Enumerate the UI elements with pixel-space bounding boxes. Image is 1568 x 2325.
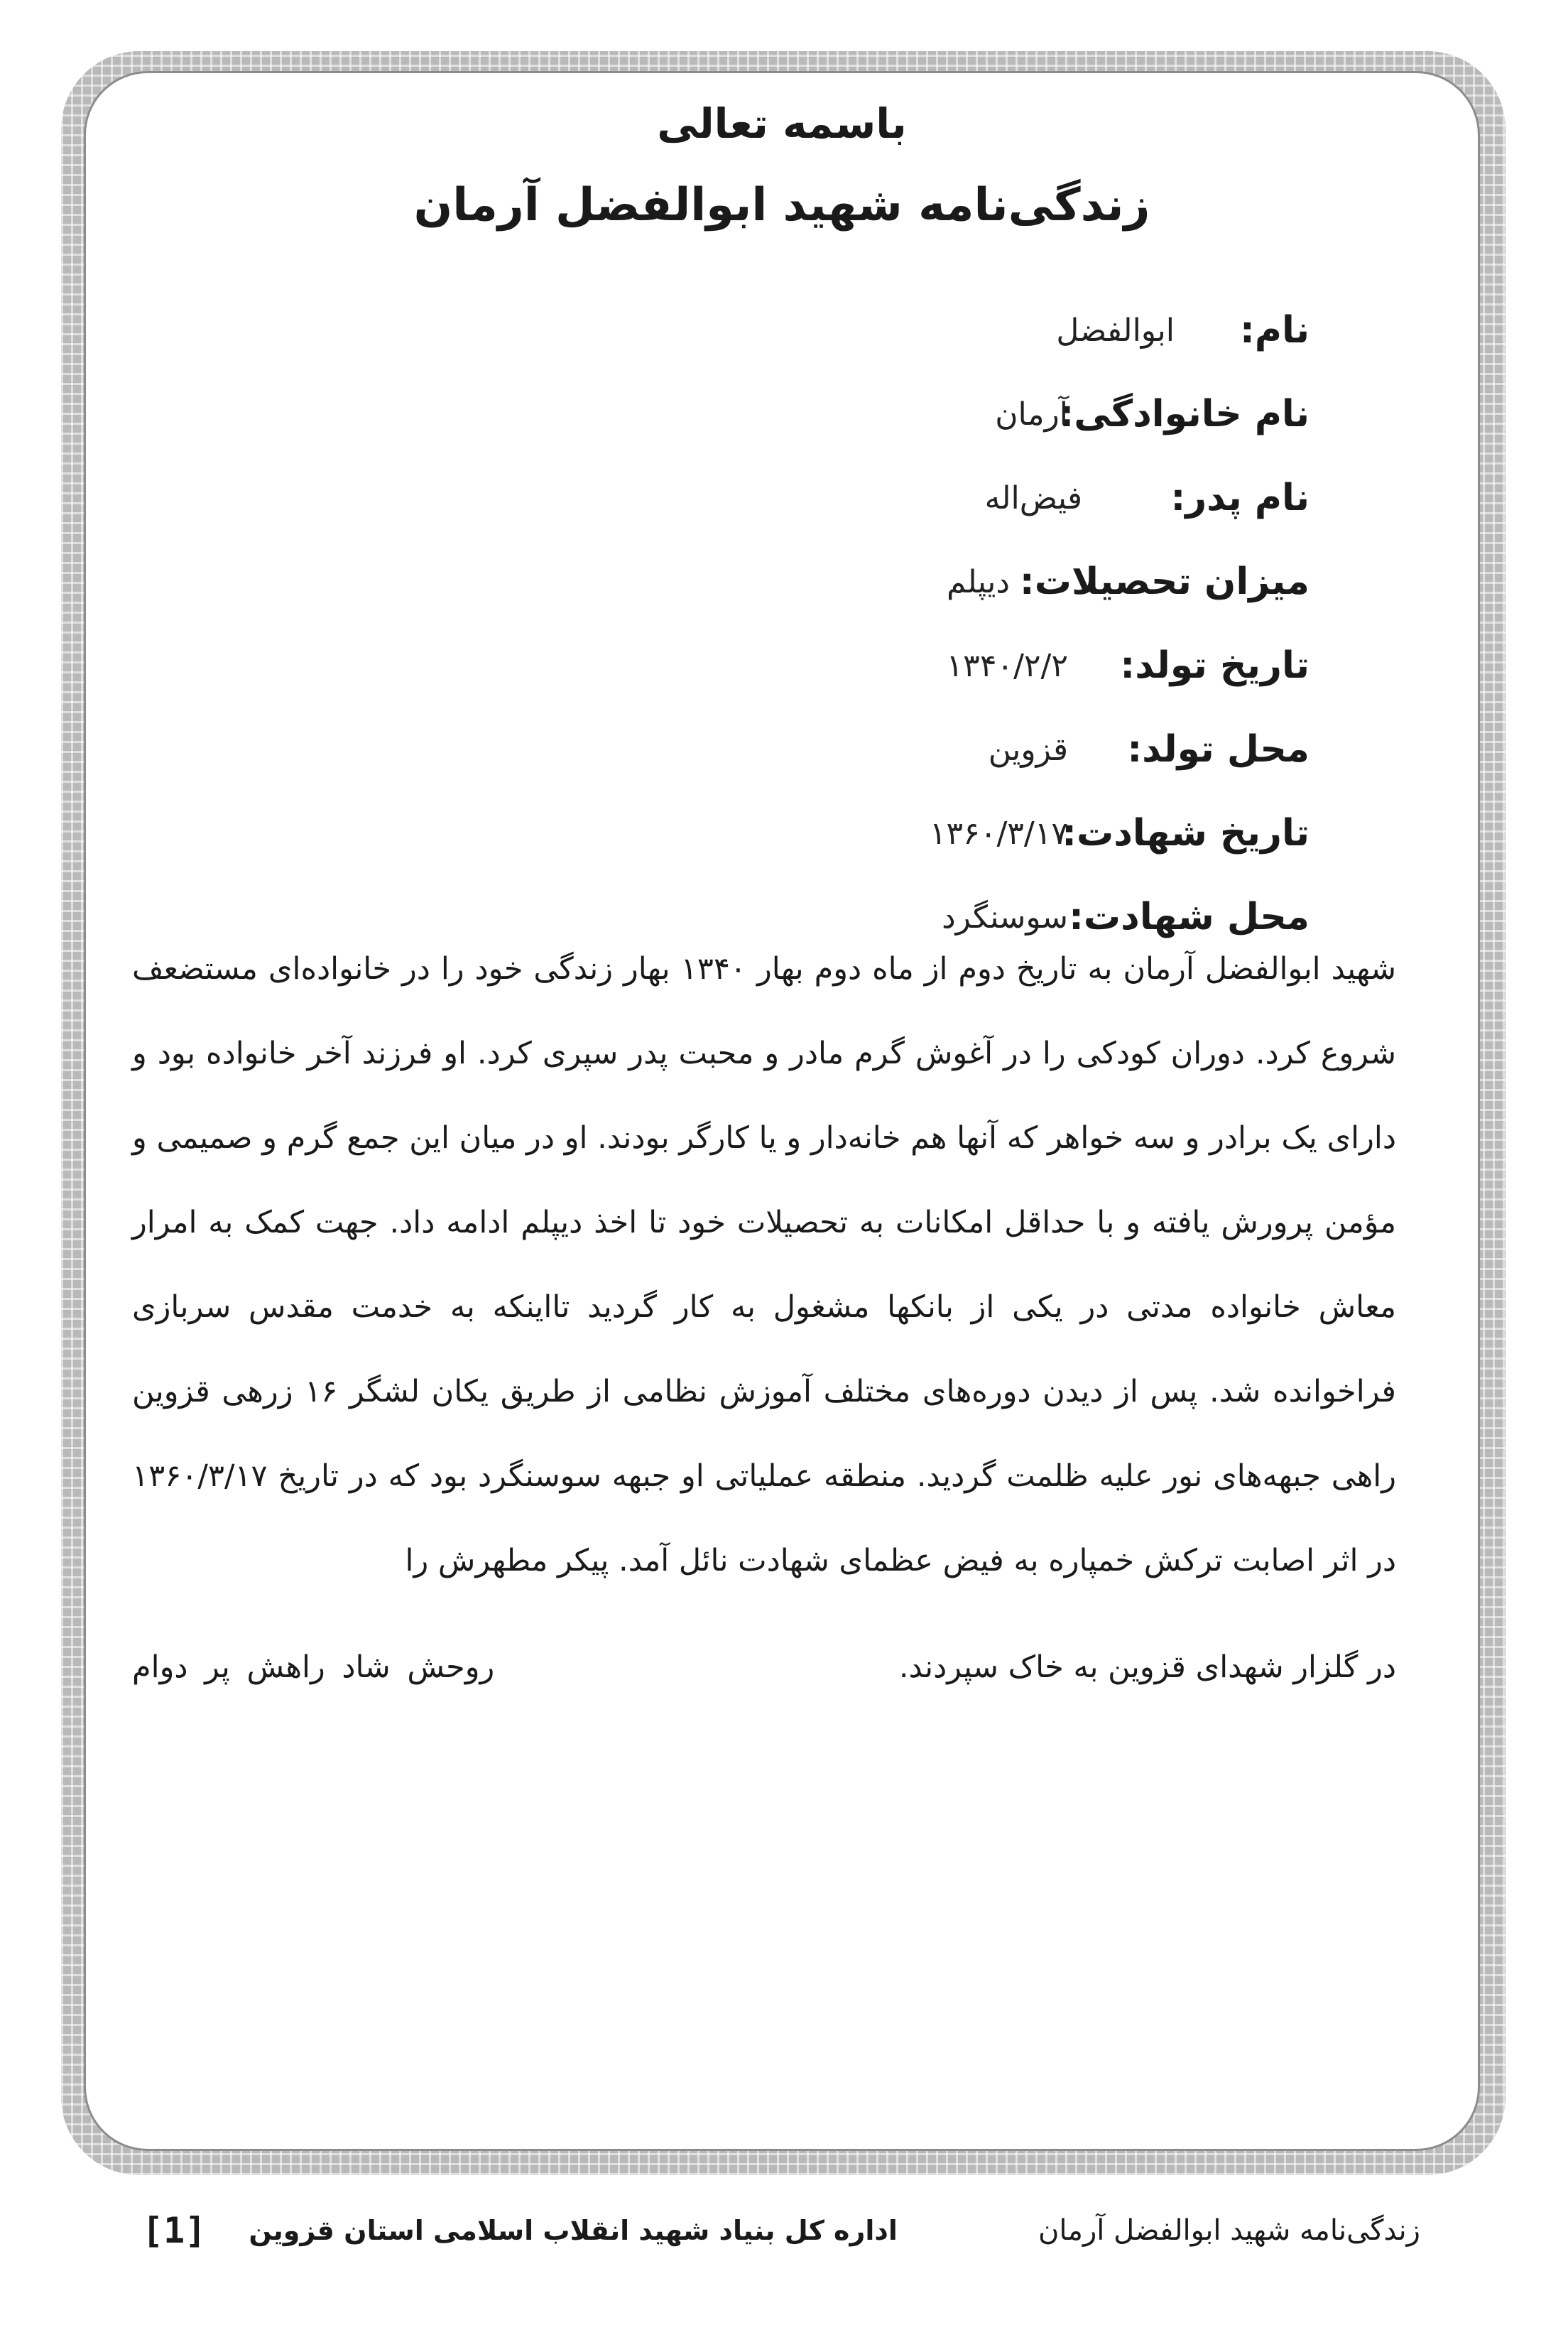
field-value: ۱۳۴۰/۲/۲ — [946, 647, 1068, 684]
field-education — [741, 553, 1310, 610]
document-content — [84, 71, 1480, 2151]
field-birth-date — [741, 637, 1310, 694]
field-birth-place — [741, 721, 1310, 778]
field-martyrdom-date — [741, 805, 1310, 862]
footer-organization: اداره کل بنیاد شهید انقلاب اسلامی استان قزوین — [249, 2215, 898, 2246]
field-value: دیپلم — [946, 563, 1010, 600]
field-first-name — [741, 302, 1310, 359]
field-label: تاریخ شهادت: — [1062, 812, 1310, 855]
field-value: فیض‌اله — [984, 479, 1082, 516]
field-label: نام خانوادگی: — [1059, 393, 1310, 435]
closing-prayer: روحش شاد راهش پر دوام — [132, 1649, 495, 1685]
field-father-name — [741, 470, 1310, 526]
field-label: نام پدر: — [1170, 477, 1310, 519]
field-value: آرمان — [995, 396, 1068, 433]
document-title: زندگی‌نامه شهید ابوالفضل آرمان — [413, 179, 1150, 232]
biography-closing-line — [132, 1632, 1396, 1703]
bismillah-heading: باسمه تعالی — [657, 99, 907, 148]
field-label: محل شهادت: — [1069, 896, 1310, 938]
field-value: قزوین — [988, 731, 1068, 768]
field-label: تاریخ تولد: — [1120, 644, 1310, 687]
biography-paragraph: شهید ابوالفضل آرمان به تاریخ دوم از ماه دوم بهار ۱۳۴۰ بهار زندگی خود را در خانواده‌ای مستضعف شروع کرد. دوران کودکی را در آغوش گرم مادر و محبت پدر سپری کرد. او فرزند آخر خانواده بود و دارای یک برادر و سه خواهر که آنها هم خانه‌دار و یا کارگر بودند. او در میان این جمع گرم و صمیمی و مؤمن پرورش یافته و با حداقل امکانات به تحصیلات خود تا اخذ دیپلم ادامه داد. جهت کمک به امرار معاش خانواده مدتی در یکی از بانکها مشغول به کار گردید تااینکه به خدمت مقدس سربازی فراخوانده شد. پس از دیدن دوره‌های مختلف آموزش نظامی از طریق یکان لشگر ۱۶ زرهی قزوین راهی جبهه‌های نور علیه ظلمت گردید. منطقه عملیاتی او جبهه سوسنگرد بود که در تاریخ ۱۳۶۰/۳/۱۷ در اثر اصابت ترکش خمپاره به فیض عظمای شهادت نائل آمد. پیکر مطهرش را — [132, 951, 1396, 1578]
field-label: میزان تحصیلات: — [1019, 560, 1310, 603]
footer-document-name: زندگی‌نامه شهید ابوالفضل آرمان — [1038, 2214, 1420, 2247]
field-label: محل تولد: — [1127, 728, 1310, 771]
footer-org-block — [142, 2210, 898, 2251]
page-footer — [142, 2202, 1420, 2259]
page-number: [1] — [142, 2210, 207, 2251]
biography-last-sentence: در گلزار شهدای قزوین به خاک سپردند. — [898, 1649, 1396, 1685]
field-value: ۱۳۶۰/۳/۱۷ — [929, 815, 1068, 852]
field-last-name — [741, 386, 1310, 443]
field-value: سوسنگرد — [942, 899, 1068, 936]
field-value: ابوالفضل — [1056, 312, 1175, 349]
field-label: نام: — [1240, 309, 1310, 352]
